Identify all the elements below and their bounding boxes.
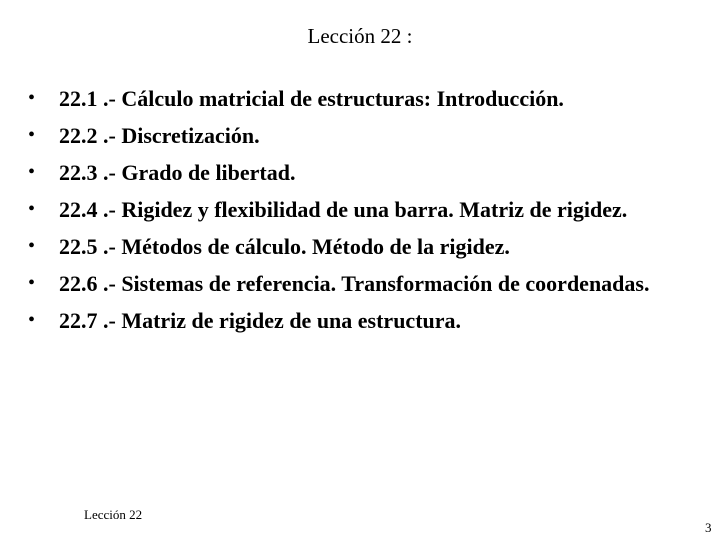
bullet-icon: • [28,309,36,331]
topic-item [28,306,688,335]
topic-item [28,232,688,261]
topic-item [28,84,688,113]
topic-item [28,269,688,298]
bullet-icon: • [28,198,36,220]
topic-text: 22.1 .- Cálculo matricial de estructuras: Introducción. [59,86,564,111]
topic-list [28,84,688,343]
topic-text: 22.6 .- Sistemas de referencia. Transformación de coordenadas. [59,271,650,296]
footer-label: Lección 22 [84,507,143,522]
bullet-icon: • [28,87,36,109]
topic-item [28,121,688,150]
slide-title: Lección 22 : [307,24,413,48]
topic-text: 22.2 .- Discretización. [59,123,260,148]
topic-text: 22.3 .- Grado de libertad. [59,160,296,185]
topic-text: 22.7 .- Matriz de rigidez de una estructura. [59,308,462,333]
topic-text: 22.4 .- Rigidez y flexibilidad de una barra. Matriz de rigidez. [59,197,628,222]
topic-item [28,158,688,187]
bullet-icon: • [28,235,36,257]
topic-text: 22.5 .- Métodos de cálculo. Método de la rigidez. [59,234,510,259]
page-number: 3 [705,520,712,535]
bullet-icon: • [28,161,36,183]
topic-item [28,195,688,224]
bullet-icon: • [28,272,36,294]
bullet-icon: • [28,124,36,146]
